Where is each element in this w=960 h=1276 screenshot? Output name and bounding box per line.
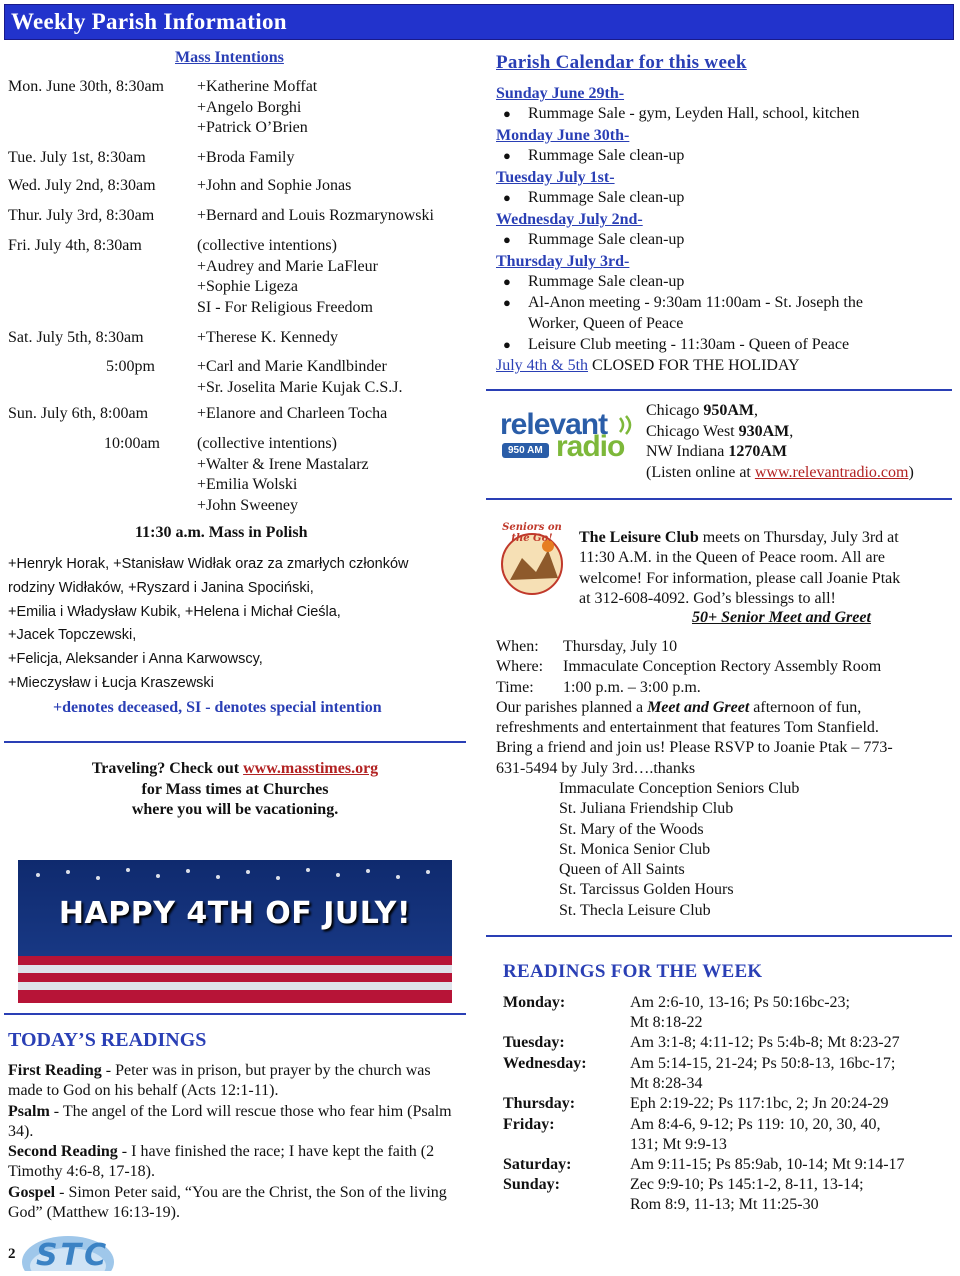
paragraph-text: refreshments and entertainment that features Tom Stanfield. bbox=[496, 719, 879, 737]
polish-line: +Felicja, Aleksander i Anna Karwowscy, bbox=[8, 651, 263, 668]
reading-ref bbox=[630, 1054, 950, 1094]
intention-name: +John Sweeney bbox=[197, 496, 299, 514]
intention-name: +Emilia Wolski bbox=[197, 476, 298, 493]
calendar-item: Rummage Sale - gym, Leyden Hall, school, kitchen bbox=[528, 105, 860, 122]
reading-label: Gospel bbox=[8, 1183, 56, 1201]
intention-name: +Broda Family bbox=[197, 149, 295, 166]
reading-label: First Reading bbox=[8, 1062, 102, 1079]
intention-day: Sat. July 5th, 8:30am bbox=[8, 329, 144, 346]
intention-name: +Sophie Ligeza bbox=[197, 278, 298, 295]
meet-and-greet-heading: 50+ Senior Meet and Greet bbox=[692, 609, 871, 626]
paragraph-text: 631-5494 by July 3rd….thanks bbox=[496, 759, 696, 777]
listen-text: (Listen online at bbox=[646, 463, 755, 481]
detail-label: When: bbox=[496, 638, 539, 655]
calendar-item: Leisure Club meeting - 11:30am - Queen of Peace bbox=[528, 336, 850, 353]
intention-day: Thur. July 3rd, 8:30am bbox=[8, 207, 155, 224]
page-title: Weekly Parish Information bbox=[11, 9, 287, 34]
holiday-closed-notice bbox=[496, 356, 800, 376]
reading-item bbox=[8, 1183, 468, 1224]
reading-ref-line: Am 2:6-10, 13-16; Ps 50:16bc-23; bbox=[630, 994, 850, 1011]
calendar-day: Monday June 30th- bbox=[496, 127, 630, 144]
reading-ref-line: 131; Mt 9:9-13 bbox=[630, 1136, 727, 1153]
todays-readings-heading: TODAY’S READINGS bbox=[8, 1029, 207, 1051]
polish-intentions bbox=[8, 553, 409, 696]
calendar-day: Thursday July 3rd- bbox=[496, 253, 630, 270]
station-freq: 930AM bbox=[738, 422, 790, 440]
polish-line: +Mieczysław i Łucja Kraszewski bbox=[8, 674, 214, 691]
intention-name: +Audrey and Marie LaFleur bbox=[197, 257, 378, 275]
logo-word: relevant bbox=[500, 408, 608, 441]
intention-day: Sun. July 6th, 8:00am bbox=[8, 405, 149, 422]
reading-ref-line: Am 3:1-8; 4:11-12; Ps 5:4b-8; Mt 8:23-27 bbox=[630, 1034, 900, 1051]
intention-day: Tue. July 1st, 8:30am bbox=[8, 149, 146, 166]
intention-names bbox=[197, 357, 402, 398]
intentions-legend: +denotes deceased, SI - denotes special intention bbox=[53, 699, 382, 716]
reading-ref-line: Am 9:11-15; Ps 85:9ab, 10-14; Mt 9:14-17 bbox=[630, 1156, 905, 1173]
reading-ref bbox=[630, 1033, 950, 1053]
page-number: 2 bbox=[8, 1246, 16, 1262]
reading-ref-line: Mt 8:28-34 bbox=[630, 1075, 703, 1092]
calendar-day: Wednesday July 2nd- bbox=[496, 211, 643, 228]
holiday-text: CLOSED FOR THE HOLIDAY bbox=[588, 357, 800, 374]
club-item: St. Tarcissus Golden Hours bbox=[559, 881, 734, 899]
club-item: St. Juliana Friendship Club bbox=[559, 800, 734, 818]
reading-day: Sunday: bbox=[503, 1176, 560, 1193]
bullet-icon: ● bbox=[503, 106, 511, 121]
reading-ref bbox=[630, 1175, 950, 1215]
reading-label: Second Reading bbox=[8, 1143, 118, 1161]
club-item: St. Monica Senior Club bbox=[559, 840, 711, 858]
reading-text: - I have finished the race; I have kept the faith (2 Timothy 4:6-8, 17-18). bbox=[8, 1143, 435, 1181]
intention-names bbox=[197, 77, 317, 139]
traveling-text: for Mass times at Churches bbox=[141, 780, 329, 798]
club-item: Immaculate Conception Seniors Club bbox=[559, 780, 800, 797]
intention-name: +Sr. Joselita Marie Kujak C.S.J. bbox=[197, 378, 403, 396]
detail-value: 1:00 p.m. – 3:00 p.m. bbox=[563, 678, 701, 696]
reading-ref-line: Rom 8:9, 11-13; Mt 11:25-30 bbox=[630, 1196, 819, 1213]
reading-day: Monday: bbox=[503, 994, 566, 1011]
reading-day: Wednesday: bbox=[503, 1055, 587, 1072]
reading-ref-line: Zec 9:9-10; Ps 145:1-2, 8-11, 13-14; bbox=[630, 1176, 864, 1193]
divider bbox=[486, 498, 952, 500]
reading-text: - Peter was in prison, but prayer by the church was made to God on his behalf (Acts 12:1-11). bbox=[8, 1062, 431, 1100]
polish-mass-heading: 11:30 a.m. Mass in Polish bbox=[135, 524, 308, 541]
intention-names bbox=[197, 434, 369, 516]
reading-ref-line: Am 5:14-15, 21-24; Ps 50:8-13, 16bc-17; bbox=[630, 1055, 896, 1072]
reading-text: - The angel of the Lord will rescue those who fear him (Psalm 34). bbox=[8, 1102, 452, 1140]
paragraph-text: Our parishes planned a bbox=[496, 698, 648, 716]
leisure-text: at 312-608-4092. God’s blessings to all! bbox=[579, 589, 836, 607]
intention-names bbox=[197, 176, 351, 197]
detail-value: Thursday, July 10 bbox=[563, 638, 678, 655]
calendar-item: Worker, Queen of Peace bbox=[528, 315, 684, 332]
logo-word: radio bbox=[556, 430, 625, 463]
logo-badge: 950 AM bbox=[502, 443, 549, 458]
club-item: St. Mary of the Woods bbox=[559, 820, 704, 838]
broadcast-icon bbox=[616, 414, 636, 436]
station-label: NW Indiana bbox=[646, 443, 729, 460]
intention-name: +Angelo Borghi bbox=[197, 98, 302, 116]
bullet-icon: ● bbox=[503, 190, 511, 205]
club-item: Queen of All Saints bbox=[559, 861, 685, 879]
banner-text: HAPPY 4TH OF JULY! bbox=[58, 896, 412, 931]
reading-ref-line: Am 8:4-6, 9-12; Ps 119: 10, 20, 30, 40, bbox=[630, 1116, 881, 1133]
calendar-item: Rummage Sale clean-up bbox=[528, 273, 685, 290]
reading-ref-line: Eph 2:19-22; Ps 117:1bc, 2; Jn 20:24-29 bbox=[630, 1095, 889, 1112]
intention-name: +Elanore and Charleen Tocha bbox=[197, 405, 388, 422]
intention-names bbox=[197, 328, 338, 349]
station-label: Chicago West bbox=[646, 422, 739, 440]
bullet-icon: ● bbox=[503, 148, 511, 163]
reading-day: Friday: bbox=[503, 1116, 555, 1133]
intention-names bbox=[197, 404, 387, 425]
bullet-icon: ● bbox=[503, 295, 511, 310]
radio-stations bbox=[646, 401, 914, 483]
intention-day: 10:00am bbox=[104, 435, 160, 452]
intention-name: +Carl and Marie Kandlbinder bbox=[197, 358, 387, 375]
traveling-text: Traveling? Check out bbox=[91, 760, 244, 777]
intention-name: (collective intentions) bbox=[197, 435, 337, 452]
intention-name: (collective intentions) bbox=[197, 237, 337, 254]
reading-item bbox=[8, 1061, 468, 1102]
station-freq: 950AM bbox=[703, 402, 754, 419]
intention-name: +Katherine Moffat bbox=[197, 78, 318, 95]
reading-label: Psalm bbox=[8, 1102, 50, 1120]
detail-label: Time: bbox=[496, 678, 534, 696]
intention-day: Wed. July 2nd, 8:30am bbox=[8, 177, 156, 194]
intention-name: +Therese K. Kennedy bbox=[197, 329, 338, 346]
calendar-item: Al-Anon meeting - 9:30am 11:00am - St. Joseph the bbox=[528, 294, 863, 311]
calendar-item: Rummage Sale clean-up bbox=[528, 189, 685, 206]
week-readings-heading: READINGS FOR THE WEEK bbox=[503, 961, 763, 982]
intention-day: Mon. June 30th, 8:30am bbox=[8, 78, 164, 95]
intention-names bbox=[197, 206, 434, 227]
station-freq: 1270AM bbox=[728, 443, 787, 460]
listen-text: ) bbox=[908, 463, 914, 481]
stc-logo bbox=[22, 1222, 114, 1271]
todays-readings bbox=[8, 1061, 468, 1223]
station-label: Chicago bbox=[646, 402, 704, 419]
calendar-heading: Parish Calendar for this week bbox=[496, 52, 747, 73]
bullet-icon: ● bbox=[503, 232, 511, 247]
reading-item bbox=[8, 1142, 468, 1183]
flag-image bbox=[18, 860, 452, 1003]
masstimes-link[interactable]: www.masstimes.org bbox=[243, 760, 379, 777]
reading-ref bbox=[630, 1094, 950, 1114]
station-line bbox=[646, 463, 914, 484]
relevantradio-link[interactable]: www.relevantradio.com bbox=[754, 463, 909, 481]
intention-name: +John and Sophie Jonas bbox=[197, 177, 352, 194]
detail-label: Where: bbox=[496, 658, 544, 676]
intention-day: 5:00pm bbox=[106, 358, 155, 375]
intention-name: +Walter & Irene Mastalarz bbox=[197, 455, 369, 473]
divider bbox=[486, 935, 952, 937]
bullet-icon: ● bbox=[503, 274, 511, 289]
intention-day: Fri. July 4th, 8:30am bbox=[8, 237, 142, 254]
reading-ref bbox=[630, 993, 950, 1033]
mass-intentions-heading: Mass Intentions bbox=[175, 49, 284, 66]
fourth-of-july-banner bbox=[18, 860, 452, 1003]
polish-line: +Emilia i Władysław Kubik, +Helena i Michał Cieśla, bbox=[8, 603, 341, 620]
traveling-text: where you will be vacationing. bbox=[131, 801, 339, 818]
intention-name: +Bernard and Louis Rozmarynowski bbox=[197, 207, 434, 224]
reading-item bbox=[8, 1102, 468, 1143]
relevant-radio-logo bbox=[500, 410, 636, 466]
seniors-on-the-go-logo bbox=[492, 520, 572, 600]
paragraph-emphasis: Meet and Greet bbox=[647, 698, 750, 716]
reading-text: - Simon Peter said, “You are the Christ, the Son of the living God” (Matthew 16:13-19). bbox=[8, 1183, 447, 1222]
holiday-link[interactable]: July 4th & 5th bbox=[496, 357, 589, 374]
calendar-day: Sunday June 29th- bbox=[496, 85, 625, 102]
divider bbox=[4, 1013, 466, 1015]
reading-day: Saturday: bbox=[503, 1156, 572, 1173]
senior-clubs-list bbox=[559, 779, 799, 921]
leisure-text: welcome! For information, please call Joanie Ptak bbox=[579, 569, 901, 587]
divider bbox=[4, 741, 466, 743]
detail-value: Immaculate Conception Rectory Assembly Room bbox=[563, 658, 882, 676]
calendar-item: Rummage Sale clean-up bbox=[528, 231, 685, 248]
page-header bbox=[4, 4, 954, 40]
seniors-logo-text: Seniors on the Go! bbox=[502, 522, 562, 544]
leisure-club-notice bbox=[579, 528, 900, 609]
polish-line: rodziny Widłaków, +Ryszard i Janina Spociński, bbox=[8, 579, 314, 596]
reading-ref-line: Mt 8:18-22 bbox=[630, 1014, 703, 1031]
reading-day: Thursday: bbox=[503, 1095, 576, 1112]
bullet-icon: ● bbox=[503, 337, 511, 352]
paragraph-text: Bring a friend and join us! Please RSVP to Joanie Ptak – 773- bbox=[496, 739, 893, 757]
polish-line: +Jacek Topczewski, bbox=[8, 627, 137, 644]
leisure-club-name: The Leisure Club bbox=[579, 529, 699, 546]
club-item: St. Thecla Leisure Club bbox=[559, 901, 711, 919]
reading-day: Tuesday: bbox=[503, 1034, 565, 1051]
station-line: Chicago 950AM, bbox=[646, 402, 758, 419]
intention-names bbox=[197, 236, 378, 318]
reading-ref bbox=[630, 1115, 950, 1155]
intention-name: SI - For Religious Freedom bbox=[197, 298, 373, 316]
station-line bbox=[646, 442, 914, 463]
reading-ref bbox=[630, 1155, 950, 1175]
calendar-item: Rummage Sale clean-up bbox=[528, 147, 685, 164]
divider bbox=[486, 389, 952, 391]
leisure-text: 11:30 A.M. in the Queen of Peace room. All are bbox=[579, 549, 885, 567]
calendar-day: Tuesday July 1st- bbox=[496, 169, 615, 186]
intention-names bbox=[197, 148, 294, 169]
polish-line: +Henryk Horak, +Stanisław Widłak oraz za zmarłych członków bbox=[8, 556, 409, 572]
paragraph-text: afternoon of fun, bbox=[749, 698, 862, 716]
traveling-notice bbox=[0, 759, 470, 821]
leisure-text: meets on Thursday, July 3rd at bbox=[698, 529, 899, 546]
intention-name: +Patrick O’Brien bbox=[197, 119, 308, 136]
meet-and-greet-details bbox=[496, 637, 893, 779]
stc-logo-text: STC bbox=[36, 1238, 110, 1273]
station-line: Chicago West 930AM, bbox=[646, 422, 794, 440]
